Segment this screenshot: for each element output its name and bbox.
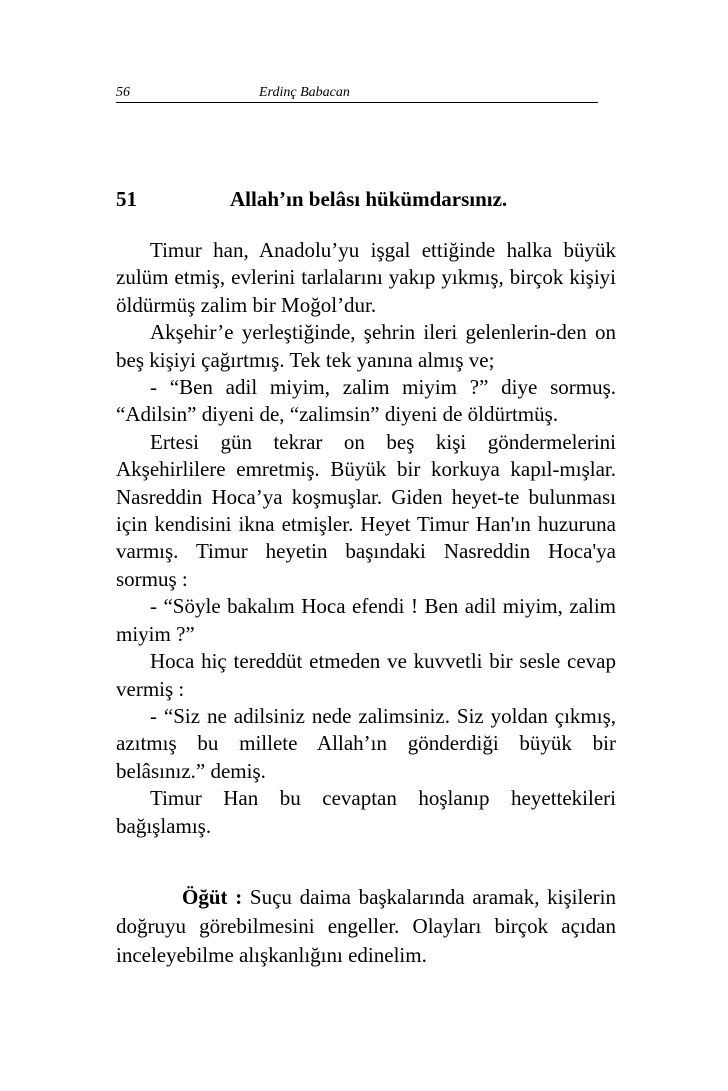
page-number: 56 bbox=[116, 85, 130, 100]
advice-label: Öğüt : bbox=[182, 885, 243, 909]
story-paragraph: Akşehir’e yerleştiğinde, şehrin ileri gelenlerin-den on beş kişiyi çağırtmış. Tek tek yanına almış ve; bbox=[116, 320, 616, 372]
story-paragraph: Ertesi gün tekrar on beş kişi göndermelerini Akşehirlilere emretmiş. Büyük bir korkuya kapıl-mışlar. Nasreddin Hoca’ya koşmuşlar. Giden heyet-te bulunması için kendisini ikna etmişler. Heyet Timur Han'ın huzuruna varmış. Timur heyetin başındaki Nasreddin Hoca'ya sormuş : bbox=[116, 429, 616, 591]
story-dialogue: - “Siz ne adilsiniz nede zalimsiniz. Siz yoldan çıkmış, azıtmış bu millete Allah’ın gönderdiği büyük bir belâsınız.” demiş. bbox=[116, 703, 616, 783]
story-paragraph: Hoca hiç tereddüt etmeden ve kuvvetli bir sesle cevap vermiş : bbox=[116, 649, 616, 701]
advice-text: Suçu daima başkalarında aramak, kişilerin doğruyu görebilmesini engeller. Olayları birçok açıdan inceleyebilme alışkanlığını edinelim. bbox=[116, 885, 617, 967]
running-header bbox=[116, 83, 598, 103]
advice-paragraph bbox=[116, 883, 616, 970]
story-number: 51 bbox=[116, 187, 137, 211]
story-paragraph: Timur Han bu cevaptan hoşlanıp heyettekileri bağışlamış. bbox=[116, 786, 616, 838]
story-paragraph: Timur han, Anadolu’yu işgal ettiğinde halka büyük zulüm etmiş, evlerini tarlalarını yakıp yıkmış, birçok kişiyi öldürmüş zalim bir Moğol’dur. bbox=[116, 238, 616, 317]
story-dialogue: - “Ben adil miyim, zalim miyim ?” diye sormuş. “Adilsin” diyeni de, “zalimsin” diyeni de öldürtmüş. bbox=[116, 375, 616, 427]
story-body bbox=[116, 237, 616, 840]
story-title: Allah’ın belâsı hükümdarsınız. bbox=[230, 187, 508, 211]
author-name: Erdinç Babacan bbox=[259, 85, 350, 100]
story-dialogue: - “Söyle bakalım Hoca efendi ! Ben adil miyim, zalim miyim ?” bbox=[116, 594, 616, 646]
